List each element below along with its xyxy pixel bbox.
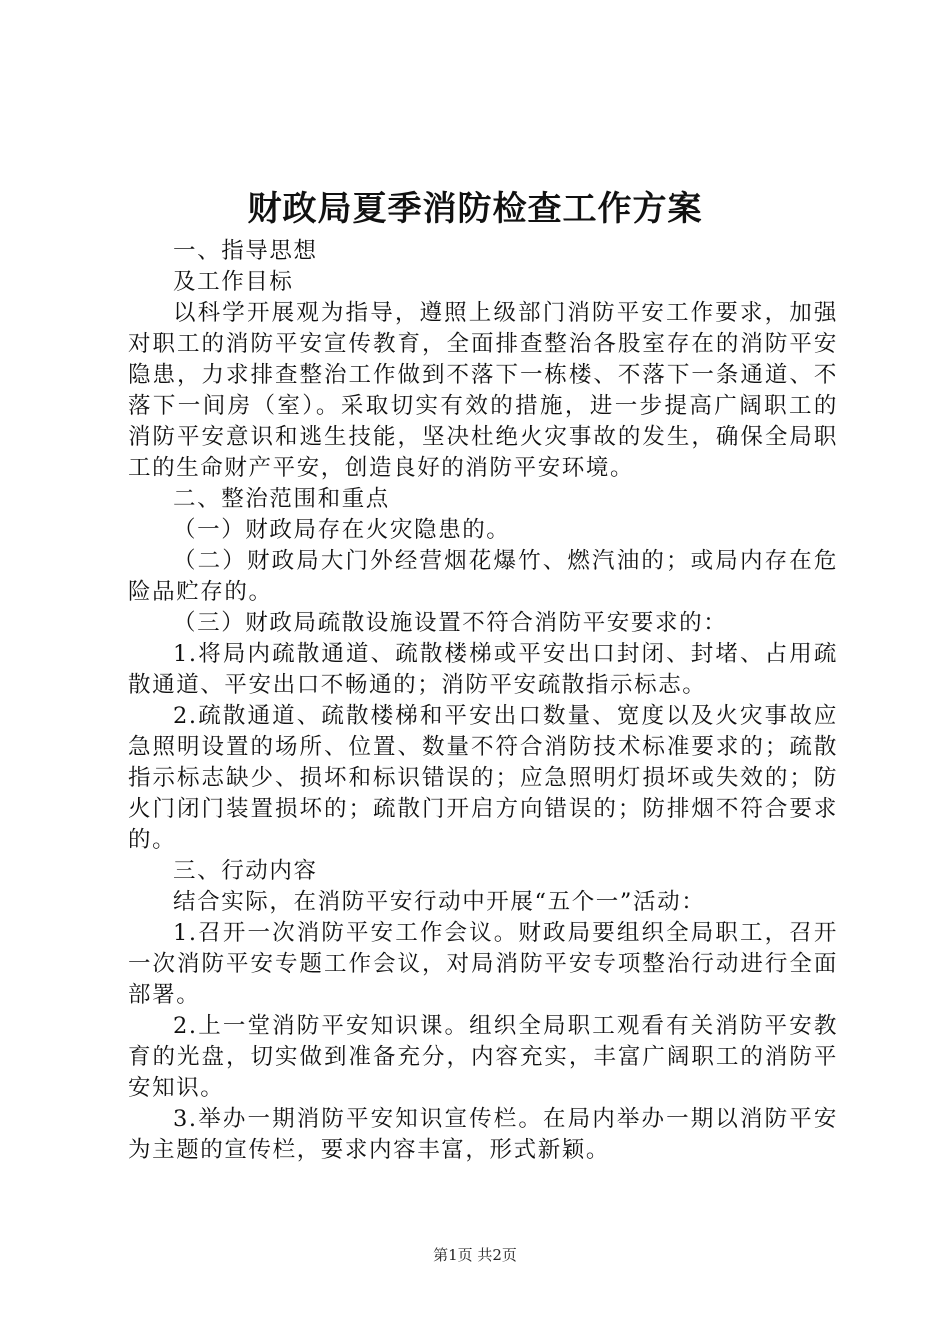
scope-item-1: （一）财政局存在火灾隐患的。 — [173, 517, 511, 543]
action-item-3: 3.举办一期消防平安知识宣传栏。在局内举办一期以消防平安为主题的宣传栏，要求内容丰富，形式新颖。 — [128, 1106, 838, 1163]
section-heading-scope: 二、整治范围和重点 — [173, 486, 390, 512]
section-heading-guiding-thought: 一、指导思想 — [173, 238, 318, 264]
section-heading-continuation: 及工作目标 — [173, 269, 294, 295]
document-body — [128, 236, 838, 1166]
scope-item-3: （三）财政局疏散设施设置不符合消防平安要求的： — [173, 610, 728, 636]
scope-subitem-1: 1.将局内疏散通道、疏散楼梯或平安出口封闭、封堵、占用疏散通道、平安出口不畅通的；消防平安疏散指示标志。 — [128, 641, 838, 698]
action-item-1: 1.召开一次消防平安工作会议。财政局要组织全局职工，召开一次消防平安专题工作会议，对局消防平安专项整治行动进行全面部署。 — [128, 920, 838, 1008]
scope-subitem-2: 2.疏散通道、疏散楼梯和平安出口数量、宽度以及火灾事故应急照明设置的场所、位置、数量不符合消防技术标准要求的；疏散指示标志缺少、损坏和标识错误的；应急照明灯损坏或失效的；防火门闭门装置损坏的；疏散门开启方向错误的；防排烟不符合要求的。 — [128, 703, 838, 853]
action-item-2: 2.上一堂消防平安知识课。组织全局职工观看有关消防平安教育的光盘，切实做到准备充分，内容充实，丰富广阔职工的消防平安知识。 — [128, 1013, 838, 1101]
paragraph-guiding-text: 以科学开展观为指导，遵照上级部门消防平安工作要求，加强对职工的消防平安宣传教育，全面排查整治各股室存在的消防平安隐患，力求排查整治工作做到不落下一栋楼、不落下一条通道、不落下一间房（室）。采取切实有效的措施，进一步提高广阔职工的消防平安意识和逃生技能，坚决杜绝火灾事故的发生，确保全局职工的生命财产平安，创造良好的消防平安环境。 — [128, 300, 838, 481]
document-title: 财政局夏季消防检查工作方案 — [247, 189, 703, 229]
actions-intro: 结合实际，在消防平安行动中开展“五个一”活动： — [173, 889, 706, 915]
scope-item-2: （二）财政局大门外经营烟花爆竹、燃汽油的；或局内存在危险品贮存的。 — [128, 548, 838, 605]
section-heading-actions: 三、行动内容 — [173, 858, 318, 884]
page-footer: 第1页 共2页 — [433, 1246, 517, 1264]
